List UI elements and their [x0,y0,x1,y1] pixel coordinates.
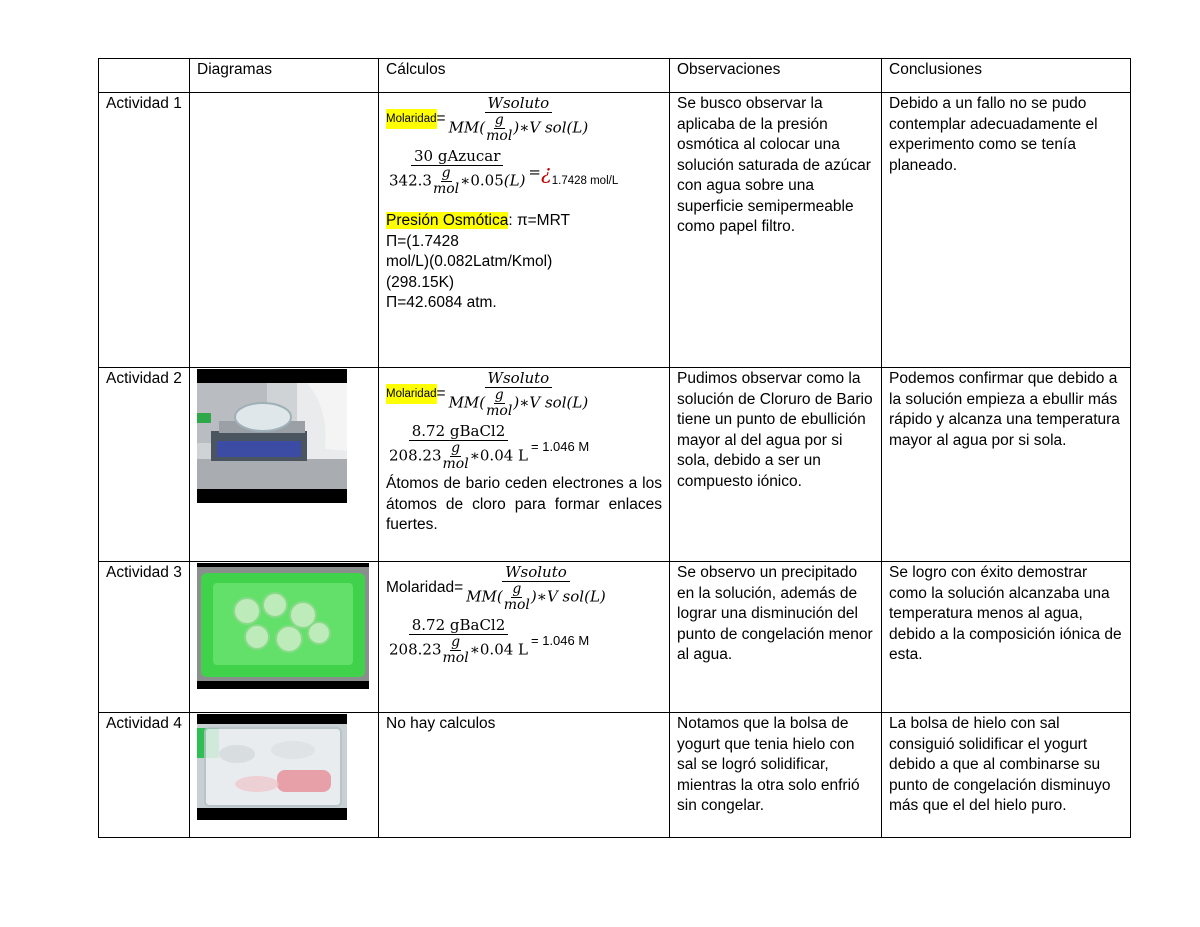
row-label: Actividad 3 [99,562,190,713]
observaciones-cell: Se observo un precipitado en la solución, además de lograr una disminución del punto de congelación menor al agua. [670,562,882,713]
hotplate-photo [197,369,347,503]
header-cell-empty [99,59,190,93]
molarity-fraction: Wsoluto MM( $\frac{g}{\text{mol}}$ )∗V sol(L) [448,94,589,144]
osmotic-label: Presión Osmótica [386,212,509,229]
diagram-cell [190,713,379,838]
yogurt-bag-photo [197,714,347,820]
calc-cell: No hay calculos [379,713,670,838]
ice-tray-photo [197,563,369,689]
conclusiones-cell: Podemos confirmar que debido a la solución empieza a ebullir más rápido y alcanza una temperatura mayor al agua por si sola. [882,368,1131,562]
diagram-cell-empty [190,93,379,368]
observaciones-cell: Pudimos observar como la solución de Cloruro de Bario tiene un punto de ebullición mayor al del agua por si sola, debido a ser un compuesto iónico. [670,368,882,562]
diagram-cell [190,562,379,713]
table-header-row [99,59,1131,93]
header-diagramas: Diagramas [190,59,379,93]
molarity-result: 1.7428 mol/L [551,174,619,187]
molaridad-label: Molaridad [386,384,437,405]
molarity-calculation: 30 gAzucar 342.3 $\frac{g}{\text{mol}}$ ∗0.05(L) = ¿ 1.7428 mol/L [389,147,619,197]
conclusiones-cell: La bolsa de hielo con sal consiguió solidificar el yogurt debido a que al combinarse su punto de congelación disminuyo más que el del hielo puro. [882,713,1131,838]
row-label: Actividad 2 [99,368,190,562]
molarity-formula: Molaridad = Wsoluto MM( $\frac{g}{\text{mol}}$ )∗V sol(L) [386,94,662,144]
conclusiones-cell: Se logro con éxito demostrar como la solución alcanzaba una temperatura menos al agua, debido a la composición iónica de esta. [882,562,1131,713]
calc-cell: Molaridad = Wsoluto MM( $\frac{g}{\text{mol}}$ )∗V sol(L) 30 gAzucar 342.3 $\frac{g}{\text{mol}}$ ∗0.05(L) = ¿ 1.7428 mol/L Presión Osmótica: π=MRT Π=(1.7428 mol/L)(0.082Latm/Kmol) (298.15K) Π=42.6084 atm. [379,93,670,368]
molarity-calculation: 8.72 gBaCl2 208.23 $\frac{g}{\text{mol}}$ ∗0.04 L = 1.046 M [389,422,590,472]
molaridad-label: Molaridad [386,109,437,130]
molarity-formula: Molaridad = Wsoluto MM( $\frac{g}{\text{mol}}$ )∗V sol(L) [386,369,662,419]
table-row-actividad-2 [99,368,1131,562]
observaciones-cell: Se busco observar la aplicaba de la presión osmótica al colocar una solución saturada de azúcar con agua sobre una superficie semipermeable como papel filtro. [670,93,882,368]
row-label: Actividad 4 [99,713,190,838]
table-row-actividad-1 [99,93,1131,368]
molarity-fraction: Wsoluto MM( $\frac{g}{\text{mol}}$ )∗V sol(L) [448,369,589,419]
header-observaciones: Observaciones [670,59,882,93]
molarity-formula: Molaridad = Wsoluto MM( $\frac{g}{\text{mol}}$ )∗V sol(L) [386,563,662,613]
calc-explanation: Átomos de bario ceden electrones a los átomos de cloro para formar enlaces fuertes. [386,475,662,533]
molaridad-label: Molaridad [386,578,455,596]
row-label: Actividad 1 [99,93,190,368]
header-conclusiones: Conclusiones [882,59,1131,93]
lab-results-table [98,58,1131,838]
molarity-fraction: Wsoluto MM( $\frac{g}{\text{mol}}$ )∗V sol(L) [466,563,606,613]
molarity-result: = 1.046 M [531,438,590,454]
calc-cell [379,368,670,562]
diagram-cell [190,368,379,562]
header-calculos: Cálculos [379,59,670,93]
table-row-actividad-4 [99,713,1131,838]
red-symbol: ¿ [541,159,552,184]
osmotic-pressure: Presión Osmótica: π=MRT [386,212,570,229]
molarity-calculation: 8.72 gBaCl2 208.23 $\frac{g}{\text{mol}}$ ∗0.04 L = 1.046 M [389,616,590,666]
table-row-actividad-3 [99,562,1131,713]
calc-cell [379,562,670,713]
conclusiones-cell: Debido a un fallo no se pudo contemplar adecuadamente el experimento como se tenía planeado. [882,93,1131,368]
molarity-result: = 1.046 M [531,632,590,648]
observaciones-cell: Notamos que la bolsa de yogurt que tenia hielo con sal se logró solidificar, mientras la otra solo enfrió sin congelar. [670,713,882,838]
